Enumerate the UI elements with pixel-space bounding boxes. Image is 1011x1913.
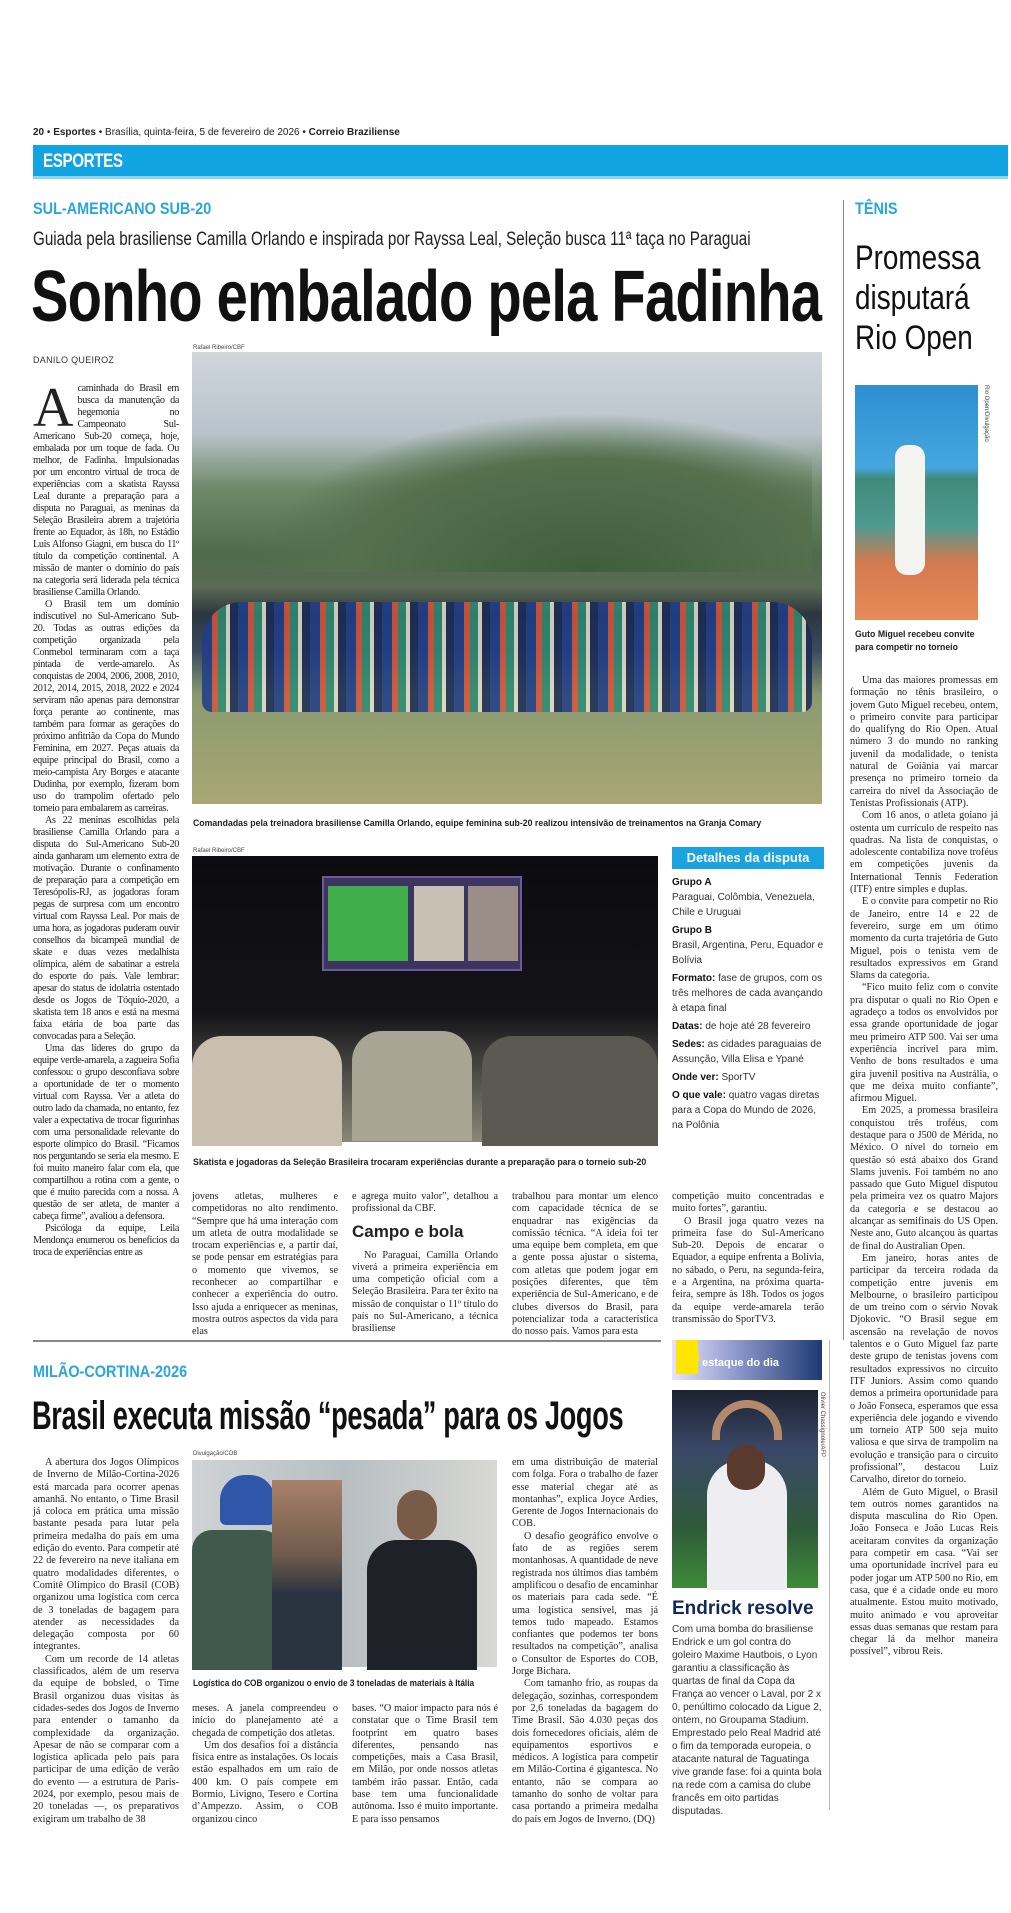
main-article-column-4 bbox=[512, 1191, 658, 1338]
prize-label: O que vale: bbox=[672, 1090, 726, 1101]
video-call-photo bbox=[192, 856, 658, 1142]
format-label: Formato: bbox=[672, 973, 716, 984]
paragraph: em uma distribuição de material com folga. Fora o trabalho de fazer esse material chegar até as montanhas”, explica Joyce Ardies, Gerente de Jogos Internacionais do COB. bbox=[512, 1457, 658, 1530]
section-label: ESPORTES bbox=[43, 151, 123, 172]
winter-headline: Brasil executa missão “pesada” para os Jogos bbox=[32, 1394, 624, 1438]
main-article-column-3 bbox=[352, 1191, 498, 1333]
watch-value: SporTV bbox=[721, 1072, 756, 1083]
highlight-letter-block bbox=[676, 1340, 701, 1378]
endrick-photo bbox=[672, 1390, 818, 1588]
paragraph: Em janeiro, horas antes de participar da terceira rodada da competição entre juvenis em Melbourne, o brasileiro participou de um treino com o sérvio Novak Djokovic. “O Brasil segue em ascensão na revelação de novos talentos e o Guto Miguel faz parte deste grupo de tenistas jovens com resultados expressivos no circuito ITF Juniors. Assim como quando demos a primeira oportunidade para o João Fonseca, esperamos que essa experiência dele jogando e vivendo um torneio ATP 500 seja muito valiosa e que sirva de trampolim na evolução e transição para o circuito profissional”, destacou Luiz Carvalho, diretor do torneio. bbox=[850, 1252, 998, 1486]
paragraph: “Fico muito feliz com o convite pra disputar o quali no Rio Open e agradeço a todos os envolvidos por essa grande oportunidade de jogar meu primeiro ATP 500. Vai ser uma experiência incrível para mim. Venho de bons resultados e uma gira juvenil positiva na Austrália, o que me deixa muito confiante”, afirmou Miguel. bbox=[850, 982, 998, 1105]
paragraph: competição muito concentradas e muito fortes”, garantiu. bbox=[672, 1191, 824, 1215]
person-long-hair bbox=[272, 1480, 342, 1670]
venues-label: Sedes: bbox=[672, 1039, 705, 1050]
paragraph: No Paraguai, Camilla Orlando viverá a primeira experiência em uma competição oficial com a Seleção Brasileira. Para ter êxito na missão de conquistar o 11º título do país no Sul-Americano, a técnica brasiliense bbox=[352, 1249, 498, 1335]
paragraph: jovens atletas, mulheres e competidoras no alto rendimento. “Sempre que há uma interação com um atleta de outra modalidade se trocam experiências e, a partir daí, se pode pensar em estratégias para o momento que vivemos, se reconhecer ao compartilhar e conhecer a experiência do outro. Isso ajuda a enriquecer as meninas, mostra outros aspectos da vida para elas bbox=[192, 1191, 338, 1338]
section-divider bbox=[33, 1340, 661, 1342]
dates-value: de hoje até 28 fevereiro bbox=[705, 1021, 811, 1032]
tennis-photo-credit: Rio Open/Divulgação bbox=[983, 385, 989, 442]
folio-line: 20 • Esportes • Brasília, quinta-feira, 5 de fevereiro de 2026 • Correio Braziliense bbox=[33, 127, 400, 138]
winter-caption: Logística do COB organizou o envio de 3 toneladas de materiais à Itália bbox=[193, 1678, 475, 1688]
main-article-column-5 bbox=[672, 1191, 824, 1333]
paragraph: O desafio geográfico envolve o fato de as regiões serem montanhosas. A quantidade de neve registrada nos últimos dias também amplificou o desafio de encaminhar os materiais para cada sede. “É uma logística sensível, mas já temos tudo mapeado. Estamos confiantes que podemos ter bons resultados na competição”, analisa o Consultor de Esportes do COB, Jorge Bichara. bbox=[512, 1530, 658, 1678]
chair bbox=[482, 1036, 658, 1146]
paragraph: Com 16 anos, o atleta goiano já ostenta um currículo de respeito nas quadras. Na lista de conquistas, o adolescente contabiliza nove troféus em competições juvenis da International Tennis Federation (ITF) entre simples e duplas. bbox=[850, 810, 998, 896]
paragraph: e agrega muito valor”, detalhou a profissional da CBF. bbox=[352, 1191, 498, 1215]
paragraph: trabalhou para montar um elenco com capacidade técnica de se enquadrar nas exigências da comissão técnica. “A ideia foi ter uma equipe bem completa, em que a gente possa ajustar o sistema, com atletas que podem jogar em posições diferentes, que têm experiência de Sul-Americano, e de clubes diversos do Brasil, para potencializar toda a característica do nosso país. Vamos para esta bbox=[512, 1191, 658, 1338]
main-kicker: SUL-AMERICANO SUB-20 bbox=[33, 199, 212, 218]
page-number: 20 bbox=[33, 127, 45, 138]
tennis-caption bbox=[855, 628, 974, 654]
paragraph: Com um recorde de 14 atletas classificados, além de um reserva da equipe de bobsled, o Time Brasil organizou duas visitas às cidades-sedes dos Jogos de Inverno para entender o tamanho da complexidade da organização. Apesar de não se comparar com a logística aplicada pelo país para participar de uma edição de verão do evento — a estrutura de Paris-2024, por exemplo, pesou mais de 20 toneladas —, os preparativos exigiram um trabalho de 38 bbox=[33, 1653, 179, 1825]
video-tile bbox=[468, 886, 518, 961]
chair bbox=[352, 1031, 472, 1141]
main-article-column-2 bbox=[192, 1191, 338, 1338]
paragraph: Além de Guto Miguel, o Brasil tem outros nomes garantidos na disputa masculina do Rio Open. João Fonseca e João Lucas Reis aceitaram convites da organização para competir em casa. “Vai ser uma oportunidade incrível para eu poder jogar um ATP 500 no Rio, em casa, que é a cidade onde eu moro atualmente. Estou muito motivado, muito animado e vou aproveitar essas duas semanas que restam para chegar lá da melhor maneira possível”, vibrou Reis. bbox=[850, 1486, 998, 1658]
paragraph: A abertura dos Jogos Olímpicos de Inverno de Milão-Cortina-2026 está marcada para ocorrer apenas amanhã. No entanto, o Time Brasil já coloca em prática uma missão bastante pesada para lutar pela primeira medalha do país em uma edição do evento. Para competir até 22 de fevereiro na neve italiana em quatro modalidades diferentes, o Comitê Olímpico do Brasil (COB) organizou uma logística com cerca de 3 toneladas de bagagem para atender as necessidades da delegação composta por 60 integrantes. bbox=[33, 1457, 179, 1653]
tennis-player-photo bbox=[855, 385, 978, 620]
paragraph: Com tamanho frio, as roupas da delegação, sozinhas, correspondem por 2,6 toneladas da bagagem do Time Brasil. São 4.030 peças dos dois fornecedores oficiais, além de equipamentos esportivos e médicos. A logística para competir em Milão-Cortina é gigantesca. No entanto, não se compara ao tamanho do sonho de voltar para casa portando a primeira medalha do país em Jogos de Inverno. (DQ) bbox=[512, 1678, 658, 1825]
details-title: Detalhes da disputa bbox=[672, 847, 824, 869]
tennis-headline-line: disputará bbox=[855, 279, 970, 317]
blue-beanie bbox=[220, 1475, 275, 1525]
main-article-column-1 bbox=[33, 377, 179, 1333]
main-headline: Sonho embalado pela Fadinha bbox=[31, 257, 822, 337]
paragraph: O Brasil tem um domínio indiscutível no Sul-Americano Sub-20. Todas as outras edições da competição organizada pela Conmebol terminaram com a taça pintada de verde-amarelo. As conquistas de 2004, 2006, 2008, 2010, 2012, 2014, 2015, 2018, 2022 e 2024 serviram não apenas para demonstrar força perante ao continente, mas também para formar as gerações do próximo anfitrião da Copa do Mundo Feminina, em 2027. Peças atuais da equipe principal do Brasil, como a meio-campista Ary Borges e atacante Dudinha, por exemplo, fizeram bom uso do trampolim ofertado pelo torneio para embalarem as carreiras. bbox=[33, 599, 179, 814]
caption-line: para competir no torneio bbox=[855, 642, 958, 653]
team-photo bbox=[192, 352, 822, 804]
paragraph: Em 2025, a promessa brasileira conquistou três troféus, com destaque para o J500 de Mérida, no México. O nível do torneio em questão só está abaixo dos Grand Slams juvenis. Foi também no ano passado que Guto Miguel disputou pela primeira vez os quatro Majors da categoria e se destacou ao alcançar as semifinais do US Open. Neste ano, Guto alcançou às quartas de final do Australian Open. bbox=[850, 1105, 998, 1252]
paragraph: caminhada do Brasil em busca da manutenção da hegemonia no Campeonato Sul-Americano Sub-20 começa, hoje, embalada por um toque de fada. Ou melhor, de Fadinha. Impulsionadas por um encontro virtual de troca de experiências com a skatista Rayssa Leal durante a preparação para a disputa no Paraguai, as meninas da Seleção Brasileira abrem a trajetória frente ao Equador, às 18h, no Estádio Luis Alfonso Giagni, em busca do 11º título da competição continental. A missão de manter o domínio do país na categoria será liderada pela técnica brasiliense Camilla Orlando. bbox=[33, 383, 179, 598]
paragraph: Psicóloga da equipe, Leila Mendonça enumerou os benefícios da troca de experiências entre as bbox=[33, 1223, 179, 1258]
chair bbox=[192, 1036, 342, 1146]
byline: DANILO QUEIROZ bbox=[33, 355, 115, 365]
subheading: Campo e bola bbox=[352, 1221, 464, 1241]
tennis-headline-line: Promessa bbox=[855, 239, 981, 277]
heart-hands bbox=[712, 1400, 782, 1440]
person-green-jacket bbox=[192, 1530, 282, 1670]
tennis-headline-line: Rio Open bbox=[855, 319, 973, 357]
winter-column-2 bbox=[192, 1703, 338, 1825]
paragraph: As 22 meninas escolhidas pela brasiliense Camilla Orlando para a disputa do Sul-Americano Sub-20 ainda ganharam um elemento extra de motivação. Durante o confinamento de preparação para a competição em Teresópolis-RJ, as jogadoras foram pegas de surpresa com um encontro virtual com Rayssa Leal. Por mais de uma hora, as jogadoras puderam ouvir conselhos da bicampeã mundial de skate e duas vezes medalhista olímpica, além de sabatinar a estrela do esporte do país. Vale lembrar: apesar do status de idolatria ostentado desde os Jogos de Tóquio-2020, a skatista tem 18 anos e está na mesma faixa etária de boa parte das convocadas para a Seleção. bbox=[33, 815, 179, 1042]
winter-kicker: MILÃO-CORTINA-2026 bbox=[33, 1362, 188, 1381]
highlight-border bbox=[829, 1340, 830, 1810]
group-a-teams: Paraguai, Colômbia, Venezuela, Chile e Uruguai bbox=[672, 892, 815, 918]
paragraph: Uma das líderes do grupo da equipe verde-amarela, a zagueira Sofia confessou: o grupo desconfiava sobre a oportunidade de ter o momento virtual com Rayssa. Ver a atleta do outro lado da chamada, no entanto, fez valer a expectativa de trocar figurinhas com uma personalidade relevante do esporte olímpico do Brasil. “Ficamos nos perguntando se seria ela mesmo. E foi muito maneiro falar com ela, que compartilhou a rotina com a gente, o que é muito parecida com a nossa. A questão de ser atleta, de manter a cabeça firme”, avaliou a defensora. bbox=[33, 1043, 179, 1222]
winter-photo-credit: Divulgação/COB bbox=[193, 1451, 238, 1457]
newspaper-name: Correio Braziliense bbox=[308, 127, 400, 138]
venues-value: as cidades paraguaias de Assunção, Villa Elisa e Ypané bbox=[672, 1039, 822, 1065]
group-b-label: Grupo B bbox=[672, 925, 712, 936]
paragraph: meses. A janela compreendeu o início do planejamento até a chegada de competição dos atletas. bbox=[192, 1703, 338, 1739]
paragraph: O Brasil joga quatro vezes na primeira fase do Sul-Americano Sub-20. Depois de encarar o Equador, a equipe enfrenta a Bolívia, no sábado, o Peru, na segunda-feira, e a Argentina, na próxima quarta-feira, sempre às 18h. Todos os jogos da equipe verde-amarela terão transmissão do SporTV3. bbox=[672, 1215, 824, 1325]
photo1-caption: Comandadas pela treinadora brasiliense Camilla Orlando, equipe feminina sub-20 realizou intensivão de treinamentos na Granja Comary bbox=[193, 818, 762, 829]
format-value: fase de grupos, com os três melhores de cada avançando à etapa final bbox=[672, 973, 823, 1014]
section-band bbox=[33, 145, 1008, 179]
highlight-letter: D bbox=[676, 1340, 701, 1378]
logistics-photo bbox=[192, 1460, 497, 1667]
highlight-header bbox=[672, 1340, 822, 1380]
highlight-label: estaque do dia bbox=[702, 1357, 780, 1369]
tennis-headline bbox=[855, 238, 1008, 358]
endrick-photo-credit: Olivier Chassignole/AFP bbox=[819, 1392, 825, 1458]
video-tile bbox=[414, 886, 464, 961]
drop-cap: A bbox=[33, 377, 74, 439]
player-figure bbox=[895, 445, 925, 575]
winter-column-1 bbox=[33, 1457, 179, 1825]
winter-column-3 bbox=[352, 1703, 498, 1825]
paragraph: Um dos desafios foi a distância física entre as instalações. Os locais estão espalhados em um raio de 400 km. O país compete em Bormio, Livigno, Tesero e Cortina d’Ampezzo. Assim, o COB organizou cinco bbox=[192, 1739, 338, 1825]
highlight-text: Com uma bomba do brasiliense Endrick e um gol contra do goleiro Maxime Hautbois, o Lyon garantiu a classificação às quartas de final da Copa da França ao vencer o Laval, por 2 x 0, penúltimo colocado da Ligue 2, ontem, no Groupama Stadium. Emprestado pelo Real Madrid até o fim da temporada europeia, o atacante natural de Taguatinga vive grande fase: foi a quinta bola na rede com a camisa do clube francês em oito partidas disputadas. bbox=[672, 1624, 822, 1817]
tennis-article bbox=[850, 675, 998, 1805]
person-head bbox=[397, 1490, 437, 1540]
group-a-label: Grupo A bbox=[672, 877, 712, 888]
winter-column-4 bbox=[512, 1457, 658, 1825]
paragraph: bases. “O maior impacto para nós é constatar que o Time Brasil tem footprint em quatro bases diferentes, pensando nas competições, mais a Casa Brasil, em Milão, por onde nossos atletas também irão passar. Então, cada base tem uma funcionalidade autônoma. Isso é muito importante. E para isso pensamos bbox=[352, 1703, 498, 1825]
photo2-caption: Skatista e jogadoras da Seleção Brasileira trocaram experiências durante a preparação para o torneio sub-20 bbox=[193, 1157, 647, 1168]
main-subtitle: Guiada pela brasiliense Camilla Orlando e inspirada por Rayssa Leal, Seleção busca 11ª taça no Paraguai bbox=[33, 229, 751, 250]
person-dark-jacket bbox=[367, 1540, 477, 1670]
paragraph: E o convite para competir no Rio de Janeiro, entre 14 e 22 de fevereiro, surge em um ótimo momento da curta trajetória de Guto Miguel, pois o tenista vem de resultados expressivos em Grand Slams da categoria. bbox=[850, 896, 998, 982]
screen bbox=[322, 876, 522, 971]
dates-label: Datas: bbox=[672, 1021, 703, 1032]
group-b-teams: Brasil, Argentina, Peru, Equador e Bolívia bbox=[672, 940, 824, 966]
column-divider bbox=[843, 200, 844, 1340]
team-group bbox=[202, 602, 812, 712]
details-box bbox=[672, 847, 824, 1136]
photo1-credit: Rafael Ribeiro/CBF bbox=[193, 345, 245, 351]
prize-value: quatro vagas diretas para a Copa do Mundo de 2026, na Polônia bbox=[672, 1090, 820, 1131]
player-head bbox=[727, 1445, 765, 1490]
tennis-kicker: TÊNIS bbox=[855, 199, 898, 218]
watch-label: Onde ver: bbox=[672, 1072, 719, 1083]
paragraph: Uma das maiores promessas em formação no tênis brasileiro, o jovem Guto Miguel recebeu, ontem, o primeiro convite para participar do qualifyng do Rio Open. Atual número 3 do mundo no ranking juvenil da modalidade, o tenista natural de Goiânia vai marcar presença no primeiro torneio da carreira do nível da Associação de Tenistas Profissionais (ATP). bbox=[850, 675, 998, 809]
photo2-credit: Rafael Ribeiro/CBF bbox=[193, 848, 245, 854]
caption-line: Guto Miguel recebeu convite bbox=[855, 629, 975, 640]
highlight-title: Endrick resolve bbox=[672, 1598, 814, 1619]
folio-section: Esportes bbox=[53, 127, 96, 138]
folio-date: Brasília, quinta-feira, 5 de fevereiro de 2026 bbox=[105, 127, 300, 138]
green-screen-tile bbox=[328, 886, 408, 961]
mountain-shape bbox=[252, 412, 812, 572]
